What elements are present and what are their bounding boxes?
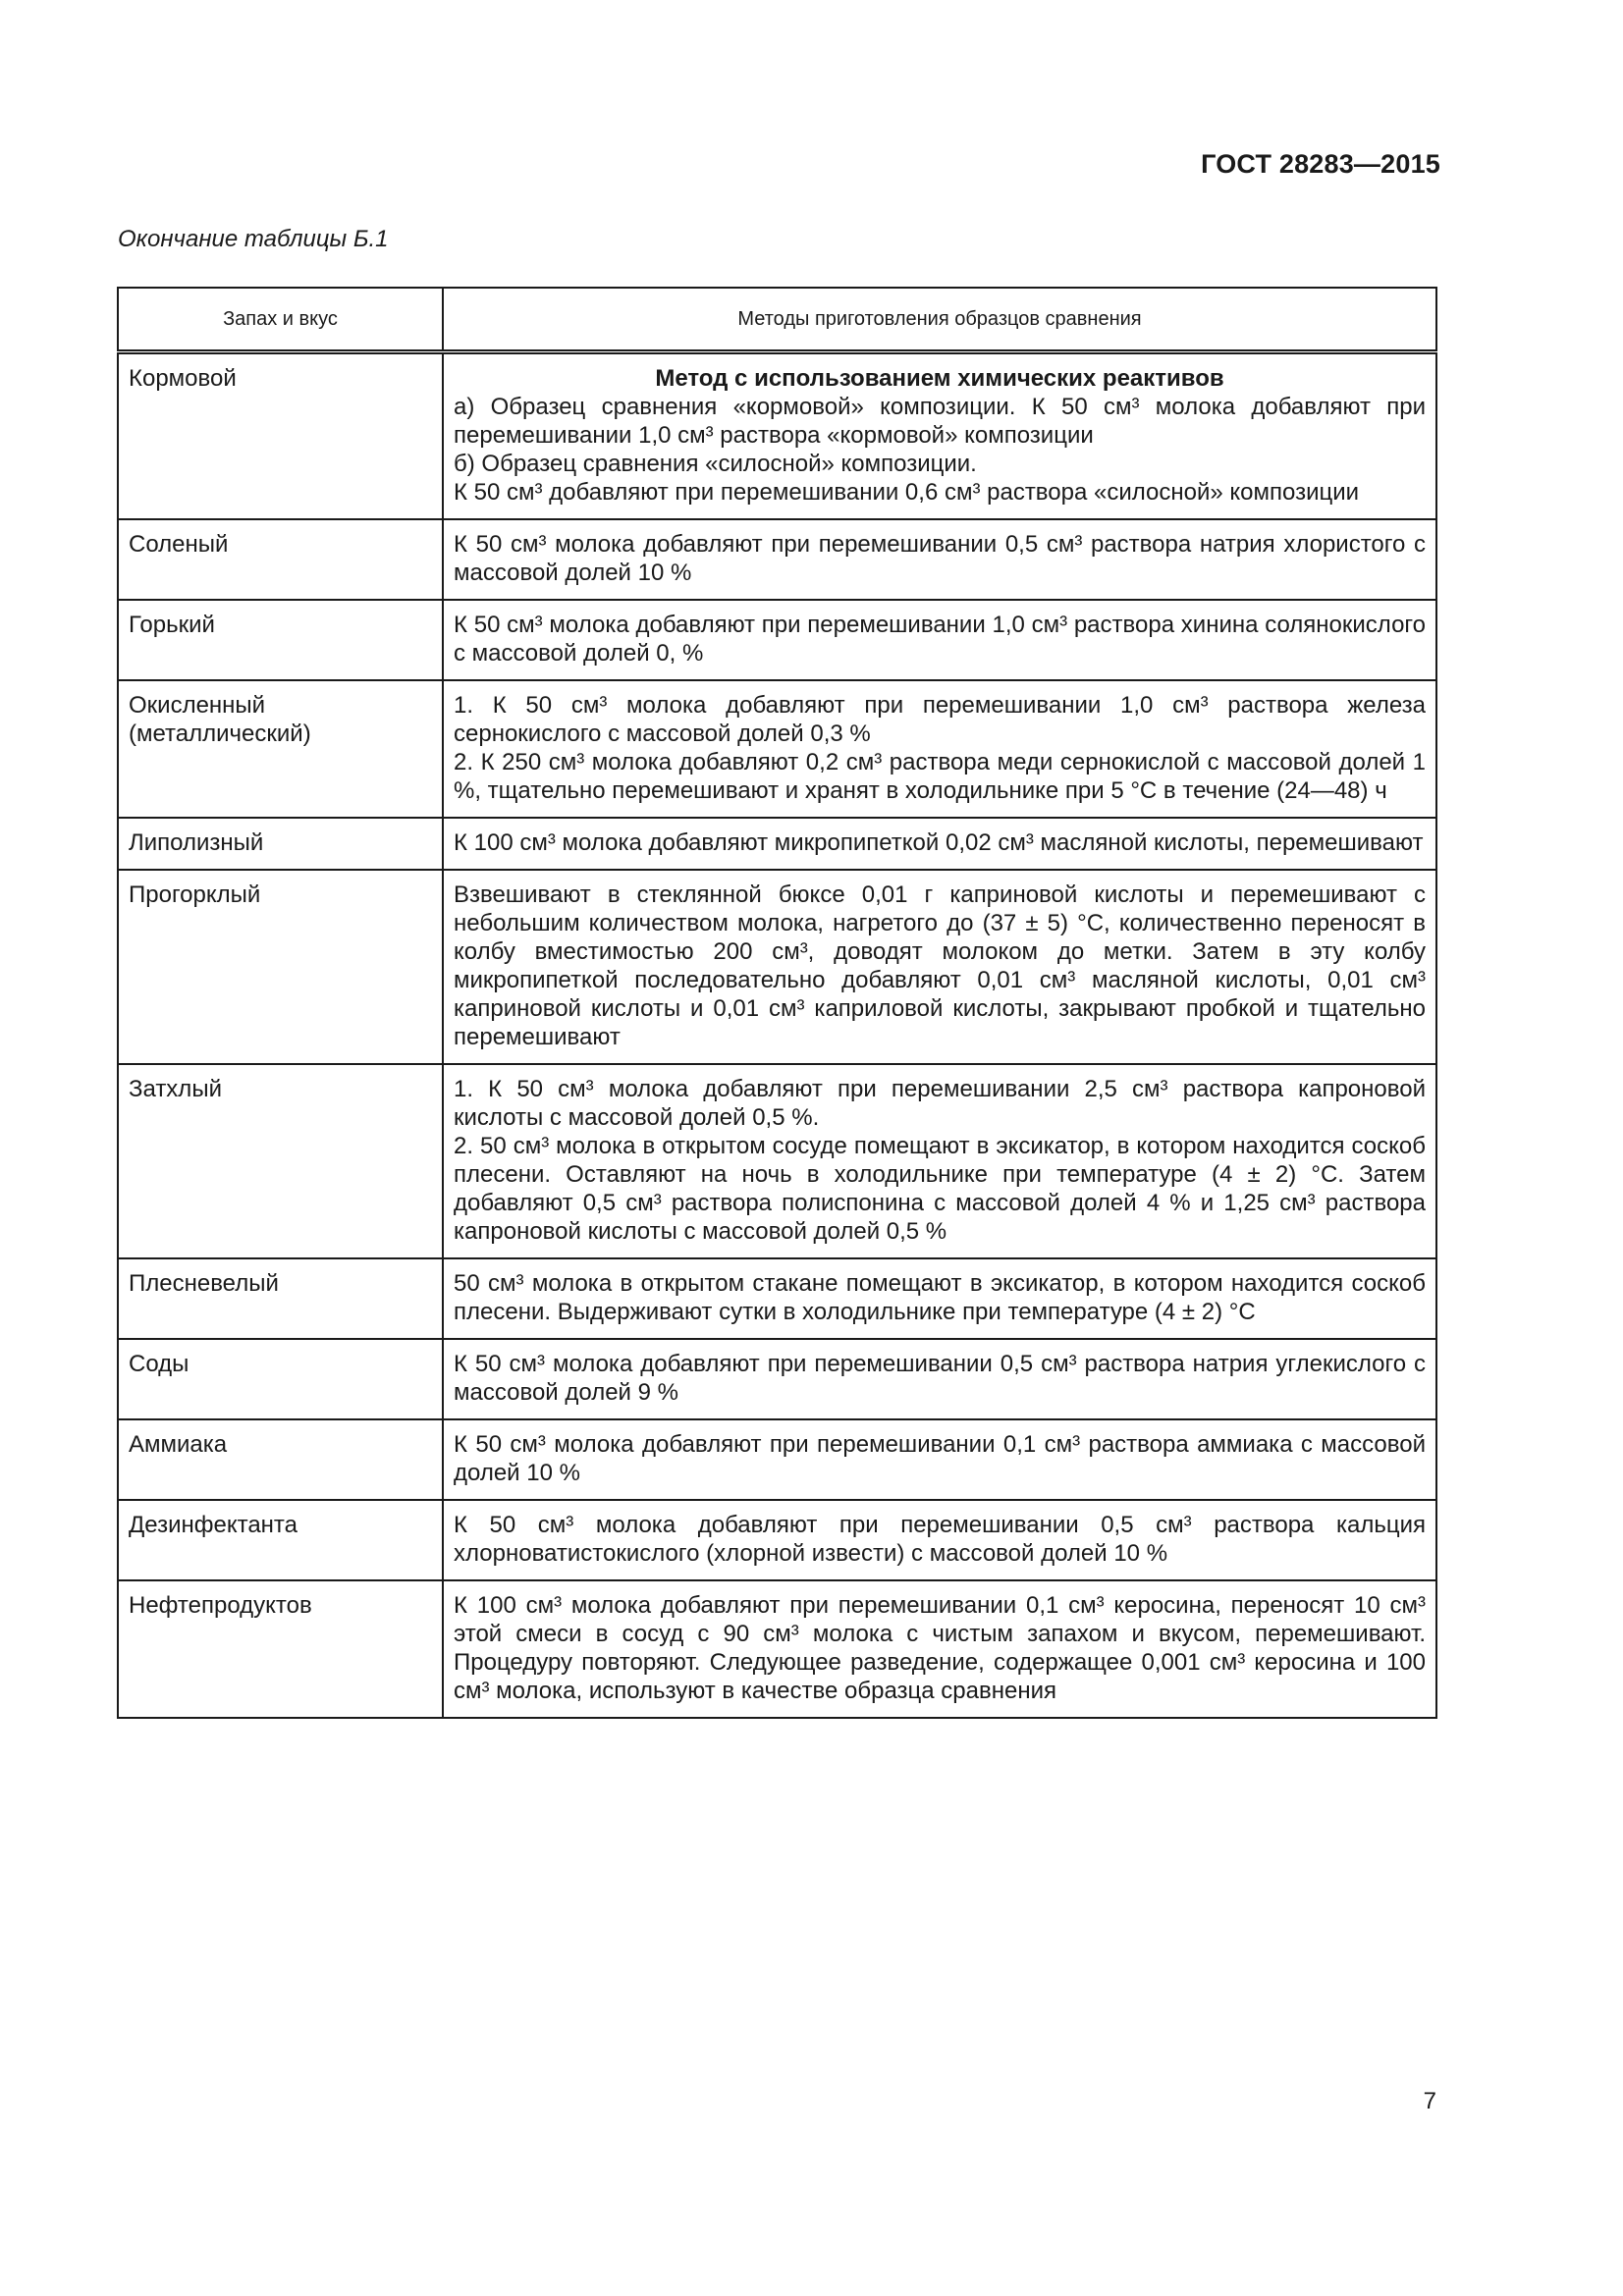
table-row	[118, 1419, 1436, 1500]
odor-taste-table	[117, 287, 1437, 1719]
method-line: К 50 см³ молока добавляют при перемешивании 0,5 см³ раствора натрия хлористого с массовой долей 10 %	[454, 531, 1426, 586]
method-line: К 50 см³ молока добавляют при перемешивании 0,5 см³ раствора натрия углекислого с массовой долей 9 %	[454, 1351, 1426, 1406]
table-caption: Окончание таблицы Б.1	[118, 226, 389, 252]
method-line: 2. 50 см³ молока в открытом сосуде помещают в эксикатор, в котором находится соскоб плесени. Оставляют на ночь в холодильнике при температуре (4 ± 2) °С. Затем добавляют 0,5 см³ раствора полиспонина с массовой долей 4 % и 1,25 см³ раствора капроновой кислоты с массовой долей 0,5 %	[454, 1133, 1426, 1245]
method-line: а) Образец сравнения «кормовой» композиции. К 50 см³ молока добавляют при перемешивании 1,0 см³ раствора «кормовой» композиции	[454, 394, 1426, 449]
table-row	[118, 818, 1436, 870]
method-description	[443, 870, 1436, 1064]
table-row	[118, 1339, 1436, 1419]
table-row	[118, 1500, 1436, 1580]
odor-name: Липолизный	[118, 818, 443, 870]
method-line: К 50 см³ молока добавляют при перемешивании 1,0 см³ раствора хинина солянокислого с массовой долей 0, %	[454, 612, 1426, 667]
method-line: К 100 см³ молока добавляют при перемешивании 0,1 см³ керосина, переносят 10 см³ этой смеси в сосуд с 90 см³ молока с чистым запахом и вкусом, перемешивают. Процедуру повторяют. Следующее разведение, содержащее 0,001 см³ керосина и 100 см³ молока, используют в качестве образца сравнения	[454, 1592, 1426, 1704]
table-header-row	[118, 288, 1436, 352]
odor-name: Плесневелый	[118, 1258, 443, 1339]
method-description	[443, 352, 1436, 520]
table-row	[118, 1258, 1436, 1339]
odor-name: Соды	[118, 1339, 443, 1419]
odor-name: Нефтепродуктов	[118, 1580, 443, 1718]
table-row	[118, 680, 1436, 818]
table-row	[118, 352, 1436, 520]
table-row	[118, 870, 1436, 1064]
method-line: 2. К 250 см³ молока добавляют 0,2 см³ раствора меди сернокислой с массовой долей 1 %, тщательно перемешивают и хранят в холодильнике при 5 °С в течение (24—48) ч	[454, 749, 1426, 804]
method-line: К 50 см³ молока добавляют при перемешивании 0,5 см³ раствора кальция хлорноватистокислого (хлорной извести) с массовой долей 10 %	[454, 1512, 1426, 1567]
method-description	[443, 519, 1436, 600]
method-description	[443, 1258, 1436, 1339]
method-line: К 50 см³ молока добавляют при перемешивании 0,1 см³ раствора аммиака с массовой долей 10 %	[454, 1431, 1426, 1486]
odor-name: Горький	[118, 600, 443, 680]
odor-name: Кормовой	[118, 352, 443, 520]
column-header-odor-taste: Запах и вкус	[118, 288, 443, 352]
odor-name: Затхлый	[118, 1064, 443, 1258]
method-description	[443, 1339, 1436, 1419]
method-description	[443, 1064, 1436, 1258]
method-description	[443, 1580, 1436, 1718]
table-row	[118, 519, 1436, 600]
method-description	[443, 818, 1436, 870]
method-line: 1. К 50 см³ молока добавляют при перемешивании 2,5 см³ раствора капроновой кислоты с массовой долей 0,5 %.	[454, 1076, 1426, 1131]
odor-name: Прогорклый	[118, 870, 443, 1064]
odor-name: Аммиака	[118, 1419, 443, 1500]
method-line: б) Образец сравнения «силосной» композиции.	[454, 451, 977, 477]
table-row	[118, 1064, 1436, 1258]
method-description	[443, 680, 1436, 818]
page-number: 7	[1423, 2088, 1436, 2114]
method-title: Метод с использованием химических реактивов	[655, 365, 1224, 392]
odor-name: Дезинфектанта	[118, 1500, 443, 1580]
method-line: 50 см³ молока в открытом стакане помещают в эксикатор, в котором находится соскоб плесени. Выдерживают сутки в холодильнике при температуре (4 ± 2) °С	[454, 1270, 1426, 1325]
odor-name: Окисленный (металлический)	[118, 680, 443, 818]
table-row	[118, 1580, 1436, 1718]
method-description	[443, 1500, 1436, 1580]
odor-name: Соленый	[118, 519, 443, 600]
method-description	[443, 600, 1436, 680]
column-header-methods: Методы приготовления образцов сравнения	[443, 288, 1436, 352]
table-row	[118, 600, 1436, 680]
document-code: ГОСТ 28283—2015	[1201, 149, 1440, 179]
method-line: 1. К 50 см³ молока добавляют при перемешивании 1,0 см³ раствора железа сернокислого с массовой долей 0,3 %	[454, 692, 1426, 747]
method-line: К 50 см³ добавляют при перемешивании 0,6 см³ раствора «силосной» композиции	[454, 479, 1360, 506]
method-line: Взвешивают в стеклянной бюксе 0,01 г каприновой кислоты и перемешивают с небольшим количеством молока, нагретого до (37 ± 5) °С, количественно переносят в колбу вместимостью 200 см³, доводят молоком до метки. Затем в эту колбу микропипеткой последовательно добавляют 0,01 см³ масляной кислоты, 0,01 см³ каприновой кислоты и 0,01 см³ каприловой кислоты, закрывают пробкой и тщательно перемешивают	[454, 881, 1426, 1050]
method-description	[443, 1419, 1436, 1500]
method-line: К 100 см³ молока добавляют микропипеткой 0,02 см³ масляной кислоты, перемешивают	[454, 829, 1424, 856]
